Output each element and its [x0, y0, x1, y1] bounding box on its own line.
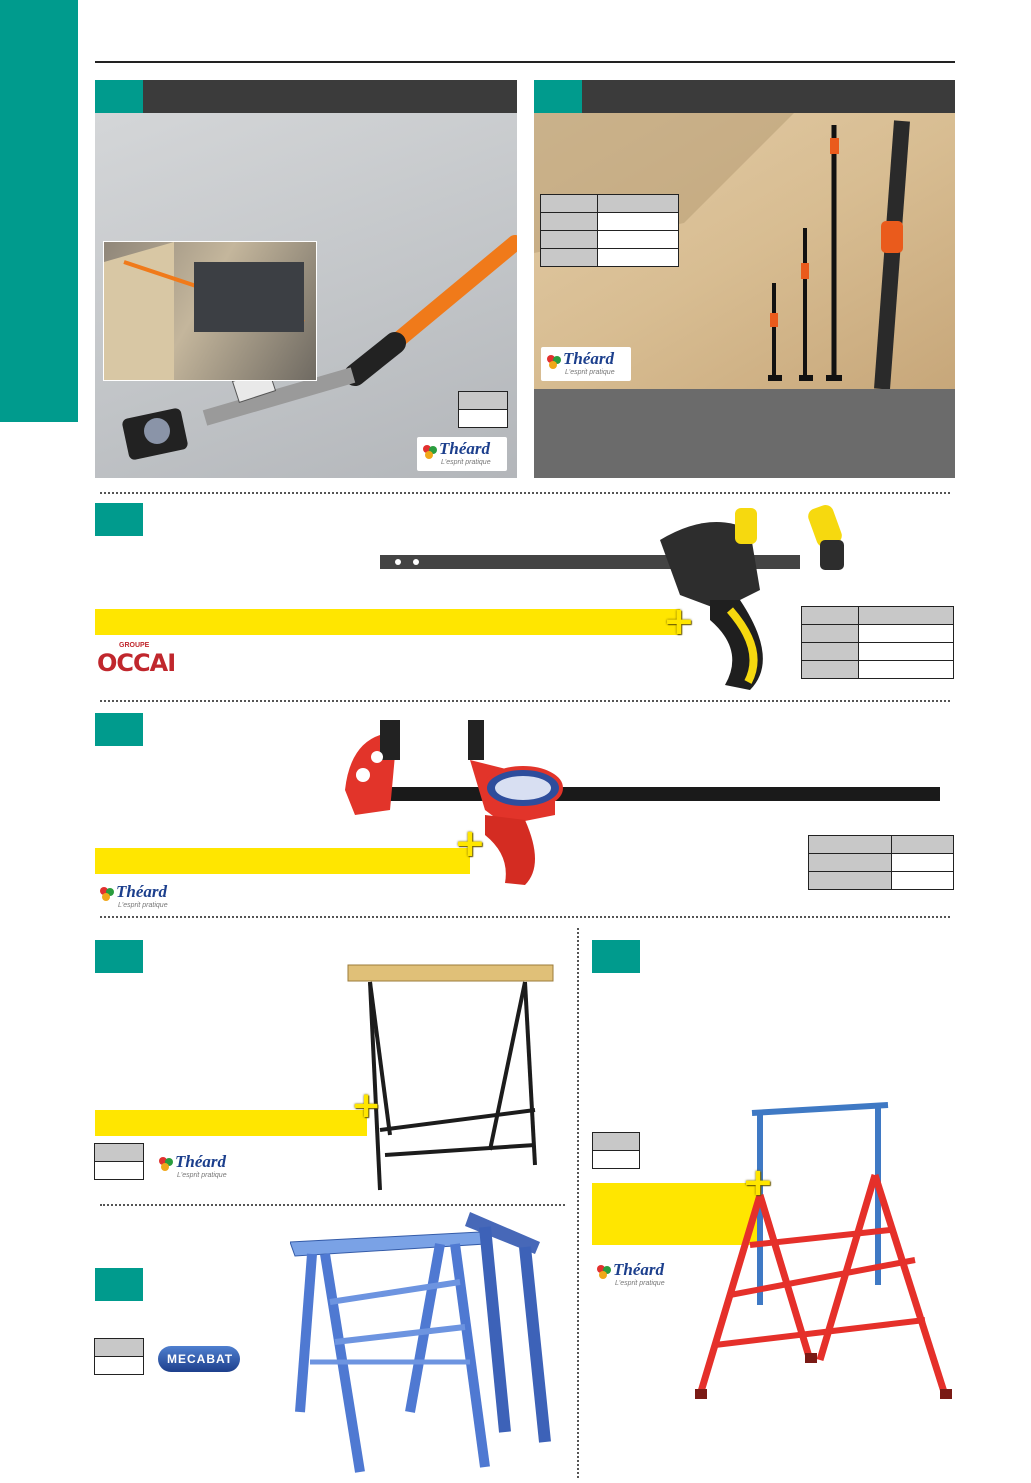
product-1-spec-table: [458, 391, 508, 428]
theard-logo-tagline: L'esprit pratique: [177, 1172, 227, 1179]
side-tab: [0, 0, 78, 422]
mecabat-logo-text: MECABAT: [167, 1352, 234, 1366]
theard-logo: [417, 437, 507, 471]
theard-logo-mark: [595, 1263, 613, 1281]
theard-logo-text: Théard: [563, 349, 614, 368]
plus-icon: +: [663, 599, 695, 643]
theard-logo-text: Théard: [439, 439, 490, 458]
section-divider: [100, 916, 950, 918]
product-4-spec-table: [808, 835, 954, 890]
theard-logo-tagline: L'esprit pratique: [441, 459, 491, 466]
product-3-spec-table: [801, 606, 954, 679]
theard-logo-tagline: L'esprit pratique: [118, 902, 168, 909]
product-2-header-bar: [534, 80, 955, 113]
theard-logo-text: Théard: [613, 1260, 664, 1279]
section-divider: [100, 492, 950, 494]
occai-logo-text: OCCAI: [97, 649, 176, 677]
product-5-highlight-bar: [95, 1110, 367, 1136]
column-divider: [577, 928, 579, 1478]
product-2-code-badge: [534, 80, 582, 113]
product-3-code-badge: [95, 503, 143, 536]
product-6-spec-table: [94, 1338, 144, 1375]
product-1-code-badge: [95, 80, 143, 113]
theard-logo-mark: [545, 353, 563, 371]
theard-logo-tagline: L'esprit pratique: [615, 1280, 665, 1287]
theard-logo-mark: [157, 1155, 175, 1173]
theard-logo-mark: [98, 885, 116, 903]
product-1-header-bar: [95, 80, 517, 113]
occai-logo: [95, 640, 179, 680]
trestle-wood-illustration: [340, 960, 560, 1195]
theard-logo-mark: [421, 443, 439, 461]
theard-logo: [593, 1258, 679, 1290]
section-divider: [100, 700, 950, 702]
product-1-inset-photo: [103, 241, 317, 381]
theard-logo-tagline: L'esprit pratique: [565, 369, 615, 376]
plus-icon: +: [351, 1085, 382, 1126]
product-2-info-panel: [534, 389, 955, 478]
theard-logo: [155, 1150, 241, 1182]
theard-logo: [541, 347, 631, 381]
occai-logo-small-text: GROUPE: [119, 642, 150, 649]
product-7-spec-table: [592, 1132, 640, 1169]
product-2-spec-table: [540, 194, 679, 267]
product-5-spec-table: [94, 1143, 144, 1180]
trestle-red-adjustable-illustration: [690, 1095, 965, 1415]
product-7-code-badge: [592, 940, 640, 973]
theard-logo-text: Théard: [175, 1152, 226, 1171]
top-rule: [95, 61, 955, 63]
product-6-code-badge: [95, 1268, 143, 1301]
mecabat-logo: [158, 1343, 240, 1375]
product-4-code-badge: [95, 713, 143, 746]
theard-logo: [96, 880, 182, 912]
section-divider: [100, 1204, 565, 1206]
theard-logo-text: Théard: [116, 882, 167, 901]
plus-icon: +: [454, 821, 486, 865]
trestle-blue-illustration: [290, 1212, 555, 1480]
product-5-code-badge: [95, 940, 143, 973]
plus-icon: +: [742, 1160, 774, 1204]
